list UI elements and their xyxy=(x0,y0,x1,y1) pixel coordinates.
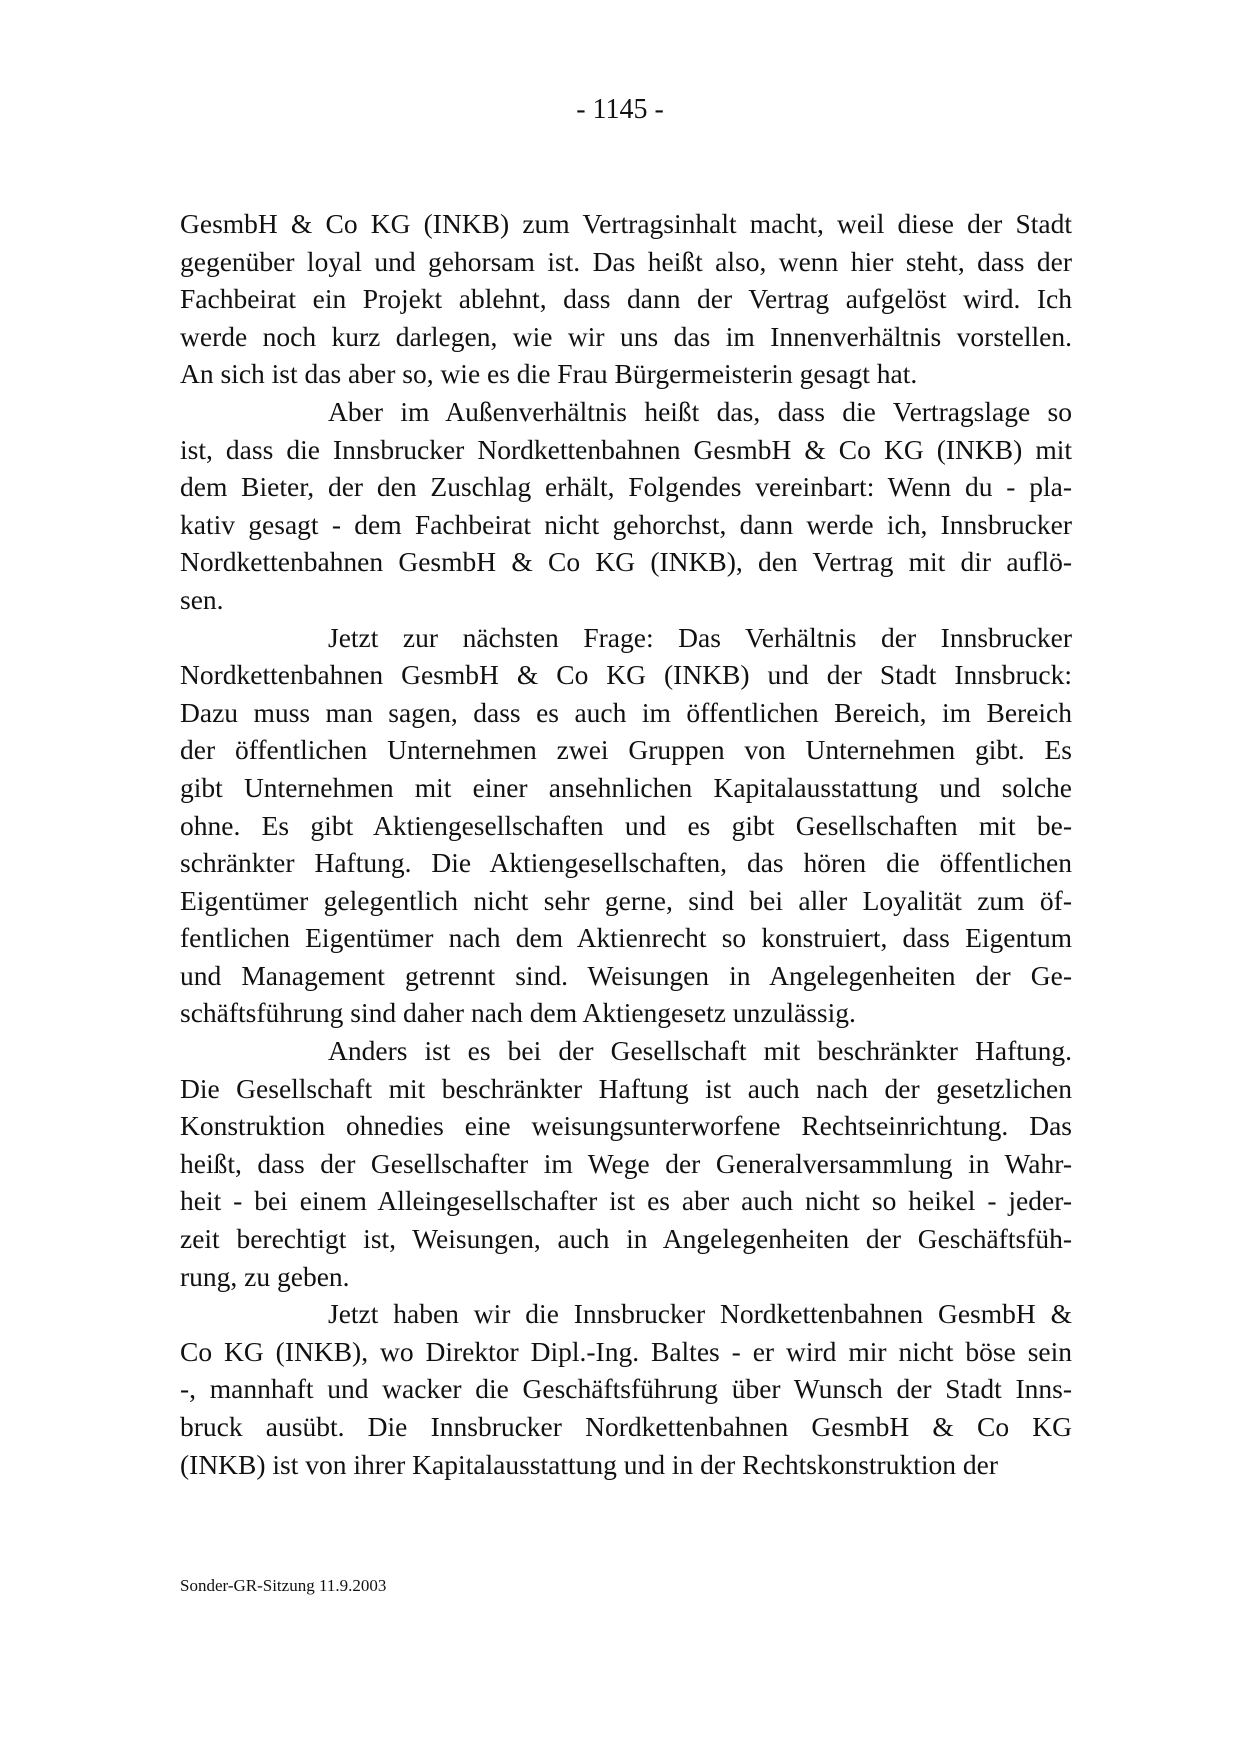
text-line: zeit berechtigt ist, Weisungen, auch in Angelegenheiten der Geschäftsfüh- xyxy=(180,1223,1072,1255)
text-line: fentlichen Eigentümer nach dem Aktienrecht so konstruiert, dass Eigentum xyxy=(180,922,1072,954)
text-line: kativ gesagt - dem Fachbeirat nicht gehorchst, dann werde ich, Innsbrucker xyxy=(180,508,1072,540)
text-line: Jetzt zur nächsten Frage: Das Verhältnis der Innsbrucker xyxy=(328,621,1072,653)
text-line: (INKB) ist von ihrer Kapitalausstattung und in der Rechtskonstruktion der xyxy=(180,1448,998,1480)
paragraph xyxy=(180,1032,1072,1295)
text-line: Nordkettenbahnen GesmbH & Co KG (INKB), den Vertrag mit dir auflö- xyxy=(180,546,1072,578)
text-line: Fachbeirat ein Projekt ablehnt, dass dann der Vertrag aufgelöst wird. Ich xyxy=(180,283,1072,315)
text-line: Konstruktion ohnedies eine weisungsunterworfene Rechtseinrichtung. Das xyxy=(180,1110,1072,1142)
text-line: An sich ist das aber so, wie es die Frau Bürgermeisterin gesagt hat. xyxy=(180,358,918,390)
text-line: Die Gesellschaft mit beschränkter Haftung ist auch nach der gesetzlichen xyxy=(180,1072,1072,1104)
text-line: -, mannhaft und wacker die Geschäftsführung über Wunsch der Stadt Inns- xyxy=(180,1373,1072,1405)
text-line: ohne. Es gibt Aktiengesellschaften und es gibt Gesellschaften mit be- xyxy=(180,809,1072,841)
text-line: gegenüber loyal und gehorsam ist. Das heißt also, wenn hier steht, dass der xyxy=(180,245,1072,277)
text-line: Anders ist es bei der Gesellschaft mit beschränkter Haftung. xyxy=(328,1035,1072,1067)
text-line: gibt Unternehmen mit einer ansehnlichen Kapitalausstattung und solche xyxy=(180,771,1072,803)
page-number: - 1145 - xyxy=(576,94,664,125)
text-line: und Management getrennt sind. Weisungen in Angelegenheiten der Ge- xyxy=(180,959,1072,991)
text-line: Jetzt haben wir die Innsbrucker Nordkettenbahnen GesmbH & xyxy=(328,1298,1072,1330)
text-line: der öffentlichen Unternehmen zwei Gruppen von Unternehmen gibt. Es xyxy=(180,734,1072,766)
text-line: ist, dass die Innsbrucker Nordkettenbahnen GesmbH & Co KG (INKB) mit xyxy=(180,433,1072,465)
paragraph xyxy=(180,393,1072,619)
text-line: rung, zu geben. xyxy=(180,1260,350,1292)
text-line: Dazu muss man sagen, dass es auch im öffentlichen Bereich, im Bereich xyxy=(180,696,1072,728)
paragraph xyxy=(180,205,1072,393)
text-line: bruck ausübt. Die Innsbrucker Nordkettenbahnen GesmbH & Co KG xyxy=(180,1411,1072,1442)
paragraph xyxy=(180,1295,1072,1483)
text-line: Nordkettenbahnen GesmbH & Co KG (INKB) und der Stadt Innsbruck: xyxy=(180,659,1072,691)
footer-session-label: Sonder-GR-Sitzung 11.9.2003 xyxy=(180,1576,387,1595)
text-line: Eigentümer gelegentlich nicht sehr gerne, sind bei aller Loyalität zum öf- xyxy=(180,884,1072,916)
body-text xyxy=(180,205,1072,1483)
text-line: sen. xyxy=(180,583,224,615)
text-line: werde noch kurz darlegen, wie wir uns das im Innenverhältnis vorstellen. xyxy=(180,320,1072,352)
text-line: GesmbH & Co KG (INKB) zum Vertragsinhalt macht, weil diese der Stadt xyxy=(180,208,1072,239)
text-line: dem Bieter, der den Zuschlag erhält, Folgendes vereinbart: Wenn du - pla- xyxy=(180,471,1072,503)
text-line: schränkter Haftung. Die Aktiengesellschaften, das hören die öffentlichen xyxy=(180,847,1072,879)
text-line: heißt, dass der Gesellschafter im Wege der Generalversammlung in Wahr- xyxy=(180,1147,1072,1179)
text-line: heit - bei einem Alleingesellschafter ist es aber auch nicht so heikel - jeder- xyxy=(180,1185,1072,1217)
text-line: schäftsführung sind daher nach dem Aktiengesetz unzulässig. xyxy=(180,997,856,1029)
text-line: Co KG (INKB), wo Direktor Dipl.-Ing. Baltes - er wird mir nicht böse sein xyxy=(180,1335,1072,1367)
text-line: Aber im Außenverhältnis heißt das, dass die Vertragslage so xyxy=(328,395,1072,427)
paragraph xyxy=(180,619,1072,1033)
